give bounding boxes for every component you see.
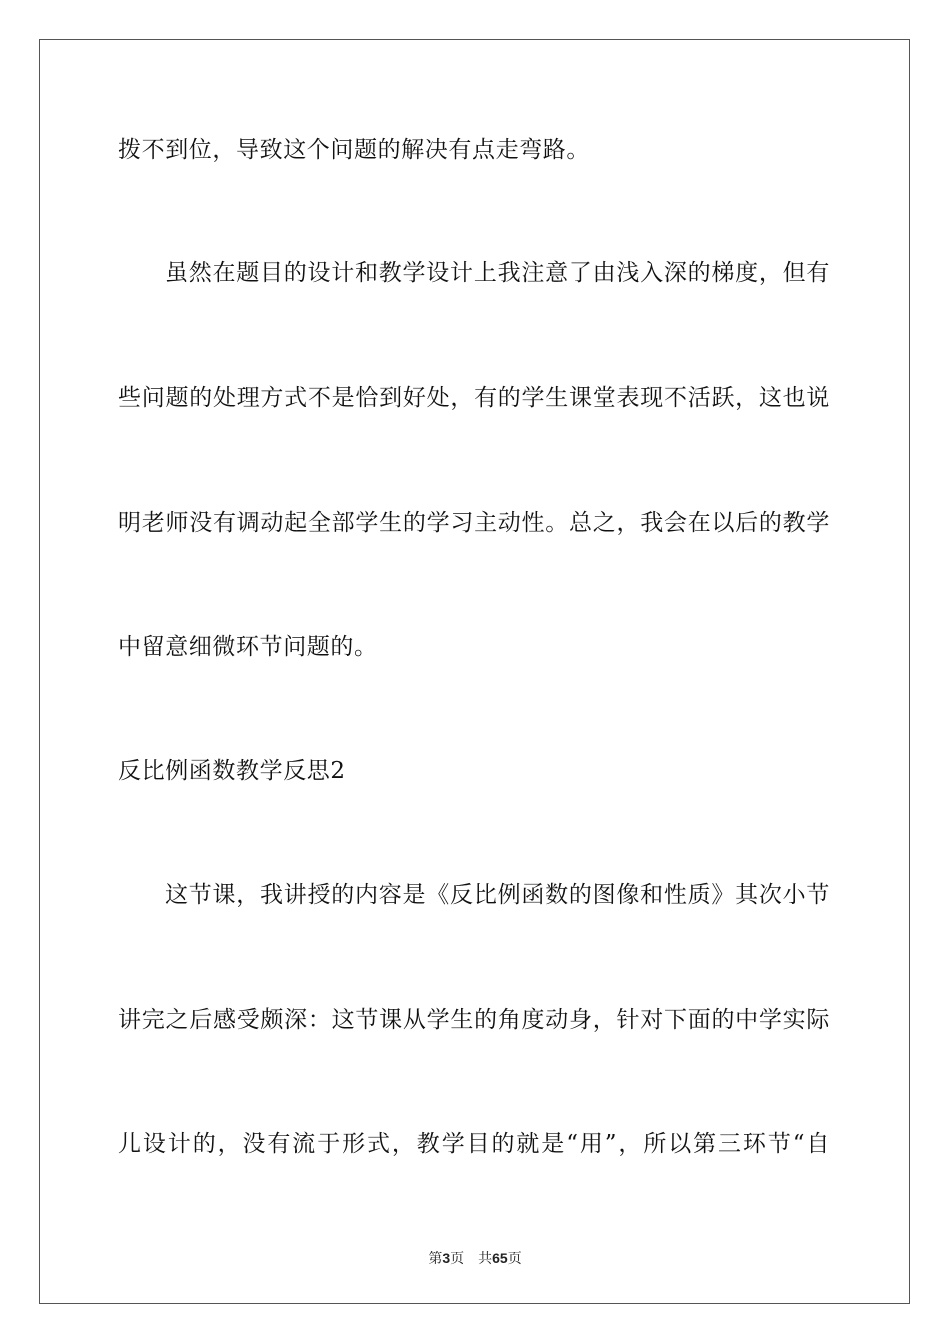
- paragraph-line-2: 虽然在题目的设计和教学设计上我注意了由浅入深的梯度，但有: [165, 260, 830, 286]
- total-prefix: 共: [478, 1251, 493, 1267]
- page-prefix: 第: [428, 1251, 443, 1267]
- page-footer: [0, 1248, 950, 1268]
- section-heading: 反比例函数教学反思2: [118, 758, 346, 784]
- total-pages: 65: [492, 1250, 508, 1266]
- paragraph-line-5: 中留意细微环节问题的。: [118, 634, 378, 660]
- page-suffix: 页: [450, 1251, 465, 1267]
- paragraph-line-4: 明老师没有调动起全部学生的学习主动性。总之，我会在以后的教学: [118, 510, 830, 536]
- page-number: 3: [442, 1250, 451, 1266]
- paragraph-line-6: 这节课，我讲授的内容是《反比例函数的图像和性质》其次小节: [165, 882, 830, 908]
- total-suffix: 页: [507, 1251, 522, 1267]
- paragraph-line-7: 讲完之后感受颇深：这节课从学生的角度动身，针对下面的中学实际: [118, 1007, 830, 1033]
- page-border: [39, 39, 910, 1304]
- paragraph-line-8: 儿设计的，没有流于形式，教学目的就是“用”，所以第三环节“自: [118, 1131, 830, 1157]
- paragraph-line-3: 些问题的处理方式不是恰到好处，有的学生课堂表现不活跃，这也说: [118, 385, 830, 411]
- paragraph-line-1: 拨不到位，导致这个问题的解决有点走弯路。: [118, 137, 590, 163]
